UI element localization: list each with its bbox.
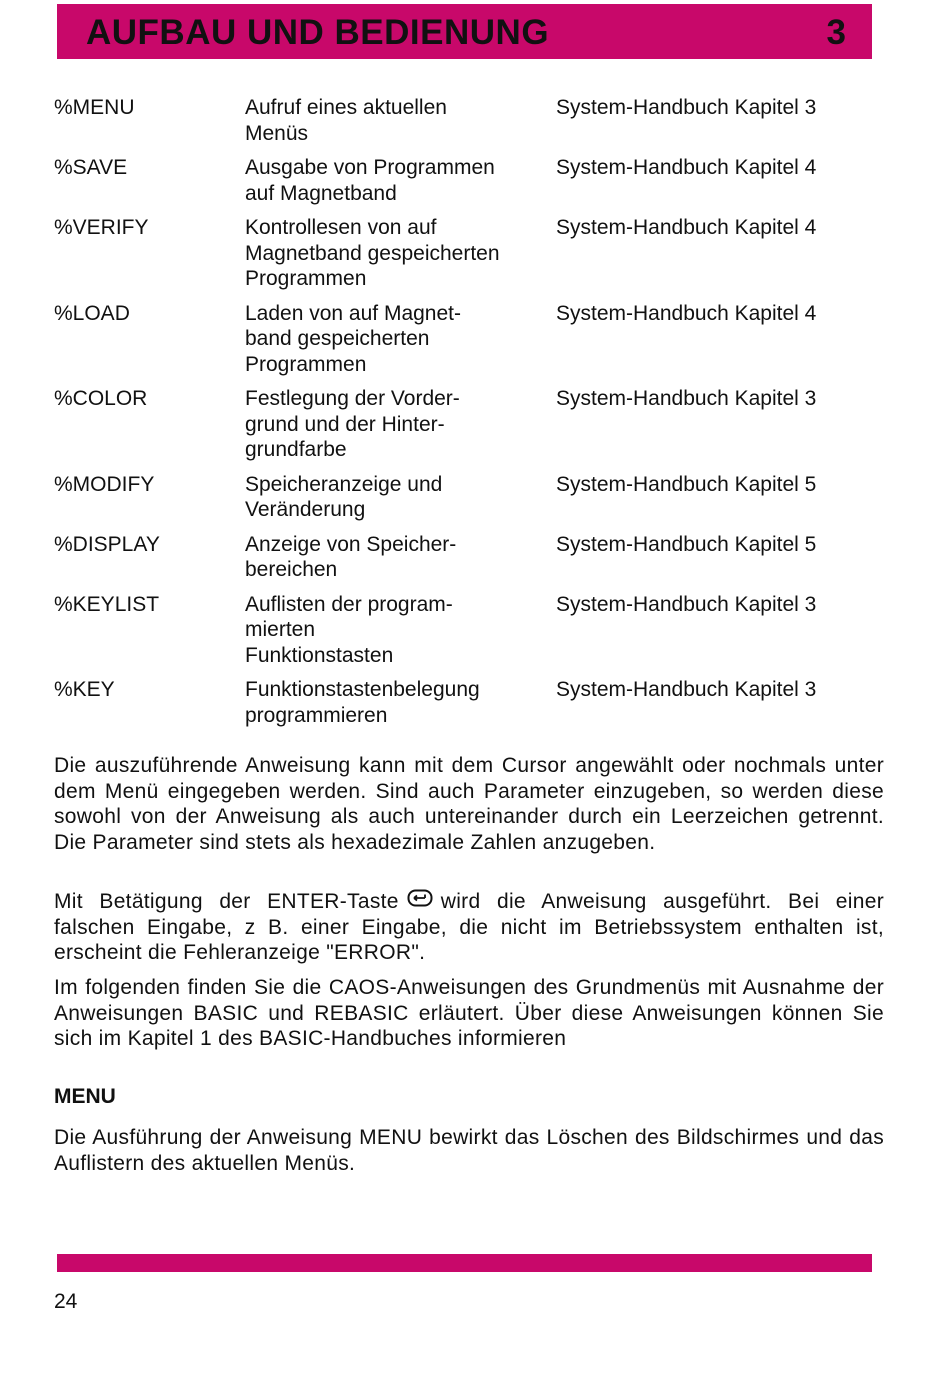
command-description: Anzeige von Speicher- bereichen [245, 532, 457, 581]
table-row [54, 472, 884, 532]
command-reference: System-Handbuch Kapitel 5 [556, 472, 817, 496]
enter-key-icon [407, 888, 433, 914]
table-row [54, 677, 884, 737]
table-row [54, 215, 884, 301]
table-row [54, 301, 884, 387]
command-name: %LOAD [54, 301, 130, 325]
command-name: %MODIFY [54, 472, 155, 496]
command-name: %MENU [54, 96, 135, 119]
command-description: Festlegung der Vorder- grund und der Hinter- grundfarbe [245, 387, 460, 461]
command-description: Laden von auf Magnet- band gespeicherten Programmen [245, 301, 461, 376]
command-name: %KEYLIST [54, 592, 160, 616]
command-description: Speicheranzeige und Veränderung [245, 472, 443, 521]
page-number: 24 [54, 1290, 78, 1313]
command-name: %VERIFY [54, 216, 149, 239]
command-description: Funktionstastenbelegung programmieren [245, 678, 480, 727]
command-reference: System-Handbuch Kapitel 4 [556, 156, 817, 179]
command-name: %SAVE [54, 156, 128, 179]
command-description: Auflisten der program- mierten Funktionstasten [245, 592, 453, 667]
paragraph-menu: Die Ausführung der Anweisung MENU bewirkt das Löschen des Bildschirmes und das Auflistern des aktuellen Menüs. [54, 1126, 884, 1175]
command-description: Aufruf eines aktuellen Menüs [245, 96, 447, 145]
paragraph-caos: Im folgenden finden Sie die CAOS-Anweisungen des Grundmenüs mit Ausnahme der Anweisungen BASIC und REBASIC erläutert. Über diese Anweisungen können Sie sich im Kapitel 1 des BASIC-Handbuches informieren [54, 976, 884, 1050]
command-reference: System-Handbuch Kapitel 3 [556, 387, 817, 410]
command-name: %COLOR [54, 387, 148, 410]
table-row [54, 532, 884, 592]
command-reference: System-Handbuch Kapitel 3 [556, 592, 817, 616]
command-reference: System-Handbuch Kapitel 3 [556, 96, 817, 119]
chapter-number: 3 [826, 13, 846, 52]
command-reference: System-Handbuch Kapitel 3 [556, 678, 817, 701]
command-table [54, 95, 884, 737]
command-description: Kontrollesen von auf Magnetband gespeicherten Programmen [245, 216, 500, 290]
table-row [54, 386, 884, 472]
page-title: AUFBAU UND BEDIENUNG [86, 13, 550, 52]
header-bar [57, 4, 872, 59]
command-reference: System-Handbuch Kapitel 4 [556, 301, 817, 325]
table-row [54, 155, 884, 215]
paragraph-enter [54, 889, 884, 966]
paragraph-enter-text-end: wird die Anweisung ausgeführt. Bei einer falschen Eingabe, z B. einer Eingabe, die nicht im Betriebssystem enthalten ist, erscheint die Fehleranzeige "ERROR". [54, 890, 884, 964]
paragraph-enter-text-start: Mit Betätigung der ENTER-Taste [54, 890, 399, 913]
command-name: %KEY [54, 678, 115, 701]
command-reference: System-Handbuch Kapitel 5 [556, 532, 817, 556]
command-name: %DISPLAY [54, 532, 160, 556]
table-row [54, 592, 884, 678]
footer-bar [57, 1254, 872, 1272]
command-description: Ausgabe von Programmen auf Magnetband [245, 156, 495, 205]
table-row [54, 95, 884, 155]
command-reference: System-Handbuch Kapitel 4 [556, 216, 817, 239]
paragraph-intro: Die auszuführende Anweisung kann mit dem Cursor angewählt oder nochmals unter dem Menü eingegeben werden. Sind auch Parameter einzugeben, so werden diese sowohl von der Anweisung als auch untereinander durch ein Leerzeichen getrennt. Die Parameter sind stets als hexadezimale Zahlen anzugeben. [54, 754, 884, 854]
section-heading-menu: MENU [54, 1085, 116, 1108]
